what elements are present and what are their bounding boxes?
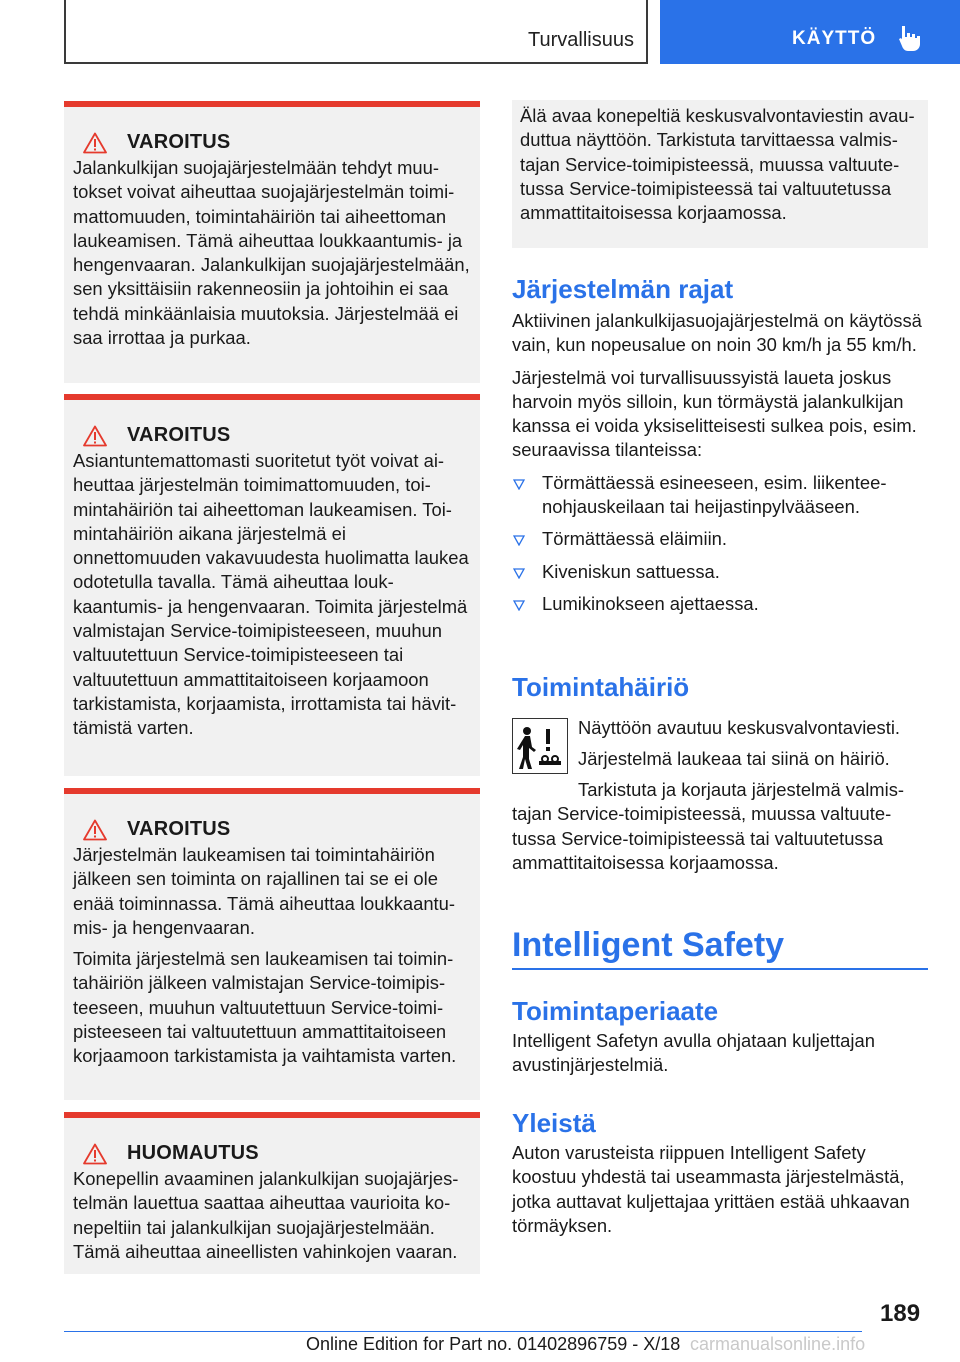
warning-title: VAROITUS [127, 424, 231, 446]
list-item: Törmättäessä esineeseen, esim. liikenteenohjauskeilaan tai heijastinpylvääseen. [512, 471, 932, 520]
paragraph: Näyttöön avautuu keskusvalvontaviesti. [578, 717, 901, 738]
paragraph: Intelligent Safetyn avulla ohjataan kuljettajan avustinjärjestelmiä. [512, 1030, 875, 1076]
page-number: 189 [880, 1300, 921, 1327]
triangle-bullet-icon [513, 534, 525, 546]
warning-triangle-icon [83, 819, 107, 841]
warning-text: Toimita järjestelmä sen laukeamisen tai toimintahäiriön jälkeen valmistajan Service-toimipisteeseen, muuhun valtuutettuun Service-toimipisteeseen tai valtuutettuun ammattitaitoiseen korjaamoon tarkistamista ja vaihtamista varten. [73, 948, 457, 1067]
principle-section [512, 996, 932, 1086]
warning-title: VAROITUS [127, 818, 231, 840]
footer-rule [64, 1331, 862, 1332]
system-limits-section [512, 274, 932, 624]
paragraph: Järjestelmä laukeaa tai siinä on häiriö. [578, 748, 890, 770]
section-title: Turvallisuus [528, 29, 634, 51]
list-item: Kiveniskun sattuessa. [512, 560, 932, 584]
paragraph: Järjestelmä voi turvallisuussyistä laueta joskus harvoin myös silloin, kun törmäystä jalankulkijan kanssa ei voida yksiselitteisesti sulkea pois, esim. seuraavissa tilanteissa: [512, 366, 917, 461]
warning-triangle-icon [83, 1143, 107, 1165]
malfunction-heading: Toimintahäiriö [512, 672, 690, 702]
triangle-bullet-icon [513, 478, 525, 490]
chapter-title: KÄYTTÖ [792, 28, 877, 49]
warning-text: Jalankulkijan suojajärjestelmään tehdyt muutokset voivat aiheuttaa suojajärjestelmän toimimattomuuden, toimintahäiriön tai aiheettoman laukeamisen. Tämä aiheuttaa loukkaantumis- ja hengenvaaran. Jalankulkijan suojajärjestelmään, sen yksittäisiin rakenneosiin ja johtoihin ei saa tehdä minkäänlaisia muutoksia. Järjestelmää ei saa irrottaa ja purkaa. [73, 157, 470, 349]
situation-list [512, 471, 932, 616]
warning-box-1 [64, 101, 480, 383]
notice-continuation-box [512, 100, 928, 248]
watermark: carmanualsonline.info [690, 1334, 866, 1354]
section-heading: Yleistä [512, 1108, 596, 1138]
warning-box-3 [64, 788, 480, 1100]
notice-continuation-text: Älä avaa konepeltiä keskusvalvontaviestin avauduttua näyttöön. Tarkistuta tarvittaessa valmistajan Service-toimipisteessä, muussa valtuutetussa Service-toimipisteessä tai valtuutetussa ammattitaitoisessa korjaamossa. [520, 105, 915, 224]
triangle-bullet-icon [513, 599, 525, 611]
paragraph: Aktiivinen jalankulkijasuojajärjestelmä on käytössä vain, kun nopeusalue on noin 30 km/h ja 55 km/h. [512, 310, 922, 356]
notice-box [64, 1112, 480, 1274]
notice-title: HUOMAUTUS [127, 1142, 259, 1164]
notice-text: Konepellin avaaminen jalankulkijan suojajärjestelmän lauettua saattaa aiheuttaa vaurioita konepeltiin tai jalankulkijan suojajärjestelmään. Tämä aiheuttaa aineellisten vahinkojen vaaran. [73, 1168, 459, 1262]
section-heading: Järjestelmän rajat [512, 274, 734, 304]
running-header-section [64, 0, 648, 64]
heading-rule [512, 968, 928, 970]
paragraph: Tarkistuta ja korjauta järjestelmä valmistajan Service-toimipisteessä, muussa valtuutetussa Service-toimipisteessä tai valtuutetussa ammattitaitoisessa korjaamossa. [512, 779, 905, 873]
list-item: Törmättäessä eläimiin. [512, 527, 932, 551]
chapter-heading: Intelligent Safety [512, 926, 785, 964]
triangle-bullet-icon [513, 567, 525, 579]
malfunction-lines [578, 716, 938, 779]
warning-text: Asiantuntemattomasti suoritetut työt voivat aiheuttaa järjestelmän toimimattomuuden, toimintahäiriön tai aiheettoman laukeamisen. Toimintahäiriön aikana järjestelmä ei onnettomuuden vakavuudesta huolimatta laukea odotetulla tavalla. Tämä aiheuttaa loukkaantumis- ja hengenvaaran. Toimita järjestelmä valmistajan Service-toimipisteeseen, muuhun valtuutettuun Service-toimipisteeseen tai valtuutettuun ammattitaitoiseen korjaamoon tarkistamista, korjaamista, irrottamista tai hävittämistä varten. [73, 450, 469, 739]
pointing-hand-icon [896, 24, 924, 52]
pedestrian-protection-warning-icon [512, 718, 568, 774]
section-heading: Toimintaperiaate [512, 996, 719, 1026]
warning-box-2 [64, 394, 480, 776]
general-section [512, 1108, 932, 1246]
warning-triangle-icon [83, 132, 107, 154]
edition-note: Online Edition for Part no. 01402896759 - X/18 [306, 1334, 681, 1354]
list-item: Lumikinokseen ajettaessa. [512, 592, 932, 616]
chapter-tab [660, 0, 960, 64]
warning-text: Järjestelmän laukeamisen tai toimintahäiriön jälkeen sen toiminta on rajallinen tai se ei ole enää toiminnassa. Tämä aiheuttaa loukkaantumis- ja hengenvaaran. [73, 844, 456, 938]
paragraph: Auton varusteista riippuen Intelligent Safety koostuu yhdestä tai useammasta järjestelmästä, jotka auttavat kuljettajaa yrittäen estää uhkaavan törmäyksen. [512, 1142, 910, 1236]
warning-triangle-icon [83, 425, 107, 447]
warning-title: VAROITUS [127, 131, 231, 153]
